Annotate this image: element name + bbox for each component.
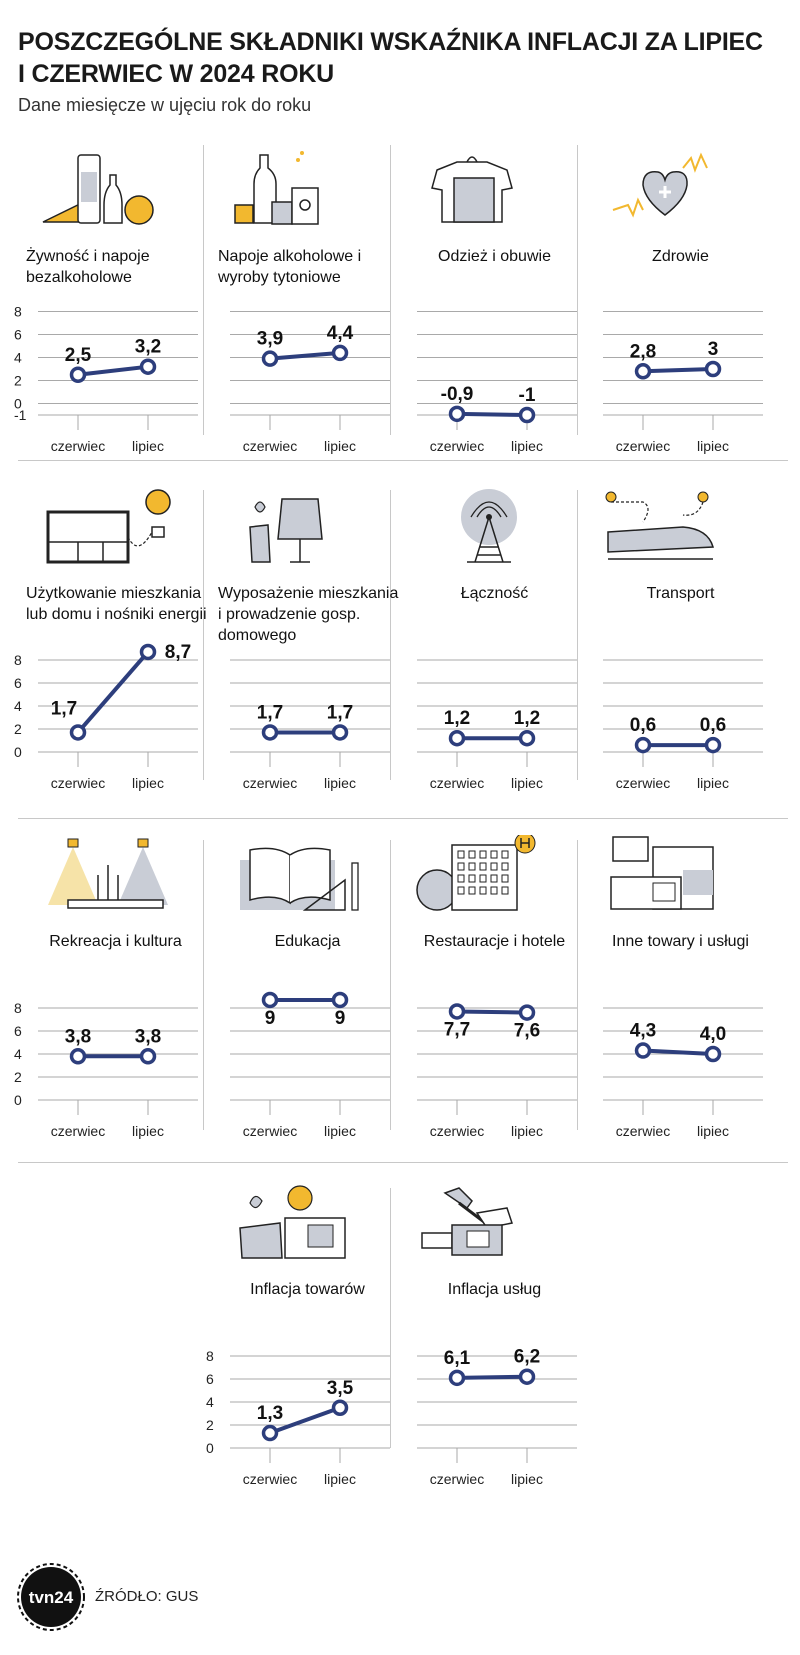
series-line	[643, 1051, 713, 1054]
chart-title: Rekreacja i kultura	[49, 933, 182, 950]
data-point	[521, 409, 534, 422]
data-label: 4,3	[629, 1020, 657, 1042]
line-chart	[210, 632, 405, 802]
antenna-icon	[397, 487, 592, 577]
data-point	[451, 407, 464, 420]
heart-icon	[583, 150, 778, 240]
x-tick-label: czerwiec	[242, 438, 298, 454]
title-line-1: POSZCZEGÓLNE SKŁADNIKI WSKAŹNIKA INFLACJI ZA LIPIEC	[18, 28, 763, 56]
data-point	[707, 363, 720, 376]
data-label: 2,5	[64, 344, 92, 366]
x-tick-label: czerwiec	[50, 438, 106, 454]
data-label: 1,7	[326, 702, 354, 724]
data-point	[334, 726, 347, 739]
x-tick-label: lipiec	[697, 438, 729, 454]
y-tick-label: 6	[14, 1023, 22, 1039]
chart-title: Transport	[646, 585, 715, 602]
x-tick-label: lipiec	[132, 438, 164, 454]
x-tick-label: czerwiec	[615, 438, 671, 454]
line-chart	[206, 1328, 405, 1498]
data-point	[142, 645, 155, 658]
line-chart	[397, 632, 592, 802]
chart-panel	[397, 150, 592, 470]
x-tick-label: lipiec	[511, 775, 543, 791]
book-icon	[210, 835, 405, 925]
data-label: 0,6	[699, 715, 727, 737]
y-tick-label: 6	[14, 675, 22, 691]
chart-panel	[397, 835, 592, 1155]
y-tick-label: 0	[14, 744, 22, 760]
furnishing-icon	[210, 487, 405, 577]
house-energy-icon	[18, 487, 213, 577]
x-tick-label: czerwiec	[242, 1123, 298, 1139]
data-label: 1,3	[256, 1403, 284, 1425]
y-tick-label: 4	[14, 698, 22, 714]
data-label: 1,2	[513, 708, 541, 730]
data-point	[264, 352, 277, 365]
data-point	[72, 1050, 85, 1063]
chart-panel	[583, 487, 778, 807]
data-point	[264, 993, 277, 1006]
x-tick-label: lipiec	[132, 1123, 164, 1139]
series-line	[78, 652, 148, 733]
data-label: 3,8	[64, 1026, 92, 1048]
x-tick-label: czerwiec	[50, 775, 106, 791]
chart-title: Użytkowanie mieszkania lub domu i nośniki energii	[26, 585, 207, 623]
title-line-2: I CZERWIEC W 2024 ROKU	[18, 60, 335, 88]
y-tick-label: 8	[14, 303, 22, 320]
data-point	[451, 732, 464, 745]
series-line	[457, 414, 527, 415]
data-label: -1	[518, 385, 536, 406]
data-label: 4,0	[699, 1024, 727, 1045]
chart-title: Żywność i napoje bezalkoholowe	[26, 248, 150, 286]
x-tick-label: lipiec	[324, 1123, 356, 1139]
data-label: 3	[707, 339, 719, 360]
line-chart	[397, 980, 592, 1150]
x-tick-label: lipiec	[511, 1123, 543, 1139]
y-tick-label: 2	[14, 721, 22, 737]
x-tick-label: lipiec	[324, 438, 356, 454]
chart-title: Edukacja	[274, 933, 341, 950]
data-label: 3,2	[134, 336, 162, 358]
line-chart	[210, 980, 405, 1150]
x-tick-label: lipiec	[324, 1471, 356, 1487]
source-note: ŹRÓDŁO: GUS	[95, 1588, 199, 1605]
data-point	[451, 1005, 464, 1018]
data-label: 1,7	[256, 702, 284, 724]
page-subtitle: Dane miesięcze w ujęciu rok do roku	[18, 95, 312, 115]
data-point	[334, 346, 347, 359]
data-point	[637, 365, 650, 378]
x-tick-label: lipiec	[697, 1123, 729, 1139]
chart-title: Zdrowie	[652, 248, 709, 265]
data-point	[264, 726, 277, 739]
data-label: 7,7	[443, 1019, 471, 1041]
x-tick-label: lipiec	[697, 775, 729, 791]
data-point	[72, 726, 85, 739]
data-point	[521, 732, 534, 745]
alcohol-icon	[210, 150, 405, 240]
chart-title: Łączność	[460, 585, 529, 602]
data-point	[707, 1048, 720, 1061]
svg-text:tvn24: tvn24	[28, 1588, 74, 1607]
x-tick-label: czerwiec	[242, 1471, 298, 1487]
data-point	[521, 1006, 534, 1019]
data-label: 8,7	[164, 641, 192, 663]
chart-title: Wyposażenie mieszkania i prowadzenie gosp. domowego	[218, 585, 399, 644]
x-tick-label: lipiec	[132, 775, 164, 791]
chart-title: Napoje alkoholowe i wyroby tytoniowe	[218, 248, 362, 286]
data-point	[521, 1370, 534, 1383]
chart-title: Inne towary i usługi	[612, 933, 749, 950]
x-tick-label: lipiec	[511, 1471, 543, 1487]
chart-panel	[397, 1183, 592, 1503]
x-tick-label: czerwiec	[615, 1123, 671, 1139]
documents-icon	[583, 835, 778, 925]
y-tick-label: 2	[206, 1417, 214, 1433]
chart-panel	[210, 835, 405, 1155]
data-point	[637, 1044, 650, 1057]
tvn24-logo	[16, 1562, 86, 1632]
line-chart	[14, 980, 213, 1150]
y-tick-label: 8	[206, 1348, 214, 1364]
x-tick-label: lipiec	[324, 775, 356, 791]
y-tick-label: 2	[14, 1069, 22, 1085]
series-line	[78, 367, 148, 375]
data-point	[451, 1371, 464, 1384]
data-label: 9	[334, 1007, 346, 1029]
chart-panel	[206, 1183, 405, 1503]
chart-panel	[210, 150, 405, 470]
data-label: 7,6	[513, 1020, 541, 1042]
data-label: 0,6	[629, 715, 657, 737]
y-tick-label: 4	[14, 349, 22, 366]
chart-panel	[583, 150, 778, 470]
chart-title: Odzież i obuwie	[438, 248, 551, 265]
chart-title: Restauracje i hotele	[423, 933, 566, 950]
y-tick-label: 0	[14, 395, 22, 412]
data-label: 3,5	[326, 1377, 354, 1399]
chart-panel	[583, 835, 778, 1155]
x-tick-label: lipiec	[511, 438, 543, 454]
y-tick-label: 0	[14, 1092, 22, 1108]
row-divider	[18, 818, 788, 819]
data-label: 1,7	[50, 698, 78, 720]
line-chart	[583, 632, 778, 802]
data-point	[142, 360, 155, 373]
line-chart	[14, 295, 213, 465]
chart-panel	[14, 487, 213, 807]
data-label: 6,2	[513, 1346, 541, 1368]
y-tick-label: -1	[14, 407, 27, 423]
y-tick-label: 6	[14, 326, 22, 343]
y-tick-label: 4	[206, 1394, 214, 1410]
series-line	[643, 369, 713, 371]
data-label: 9	[264, 1007, 276, 1029]
train-icon	[583, 487, 778, 577]
x-tick-label: czerwiec	[429, 1471, 485, 1487]
x-tick-label: czerwiec	[50, 1123, 106, 1139]
data-label: -0,9	[440, 383, 474, 405]
data-point	[334, 1401, 347, 1414]
page-title	[18, 26, 778, 90]
data-label: 4,4	[326, 322, 354, 344]
x-tick-label: czerwiec	[242, 775, 298, 791]
series-line	[457, 1377, 527, 1378]
goods-icon	[210, 1183, 405, 1273]
y-tick-label: 6	[206, 1371, 214, 1387]
chart-title: Inflacja towarów	[250, 1281, 365, 1298]
line-chart	[397, 1328, 592, 1498]
row-divider	[18, 1162, 788, 1163]
x-tick-label: czerwiec	[429, 775, 485, 791]
data-point	[637, 739, 650, 752]
data-point	[264, 1427, 277, 1440]
line-chart	[583, 295, 778, 465]
chart-panel	[210, 487, 405, 807]
clothing-icon	[397, 150, 592, 240]
data-label: 6,1	[443, 1347, 471, 1369]
y-tick-label: 2	[14, 372, 22, 389]
services-icon	[397, 1183, 592, 1273]
data-label: 3,9	[256, 328, 284, 350]
chart-panel	[397, 487, 592, 807]
y-tick-label: 0	[206, 1440, 214, 1456]
data-label: 2,8	[629, 341, 657, 363]
line-chart	[397, 295, 592, 465]
chart-panel	[14, 150, 213, 470]
hotel-icon	[397, 835, 592, 925]
series-line	[457, 1011, 527, 1012]
y-tick-label: 8	[14, 1000, 22, 1016]
food-icon	[18, 150, 213, 240]
line-chart	[14, 632, 213, 802]
data-point	[72, 368, 85, 381]
chart-title: Inflacja usług	[447, 1281, 542, 1298]
x-tick-label: czerwiec	[429, 1123, 485, 1139]
chart-panel	[14, 835, 213, 1155]
x-tick-label: czerwiec	[615, 775, 671, 791]
data-point	[707, 739, 720, 752]
x-tick-label: czerwiec	[429, 438, 485, 454]
y-tick-label: 8	[14, 652, 22, 668]
data-label: 1,2	[443, 708, 471, 730]
line-chart	[210, 295, 405, 465]
y-tick-label: 4	[14, 1046, 22, 1062]
line-chart	[583, 980, 778, 1150]
data-point	[334, 993, 347, 1006]
data-point	[142, 1050, 155, 1063]
stage-icon	[18, 835, 213, 925]
data-label: 3,8	[134, 1026, 162, 1048]
